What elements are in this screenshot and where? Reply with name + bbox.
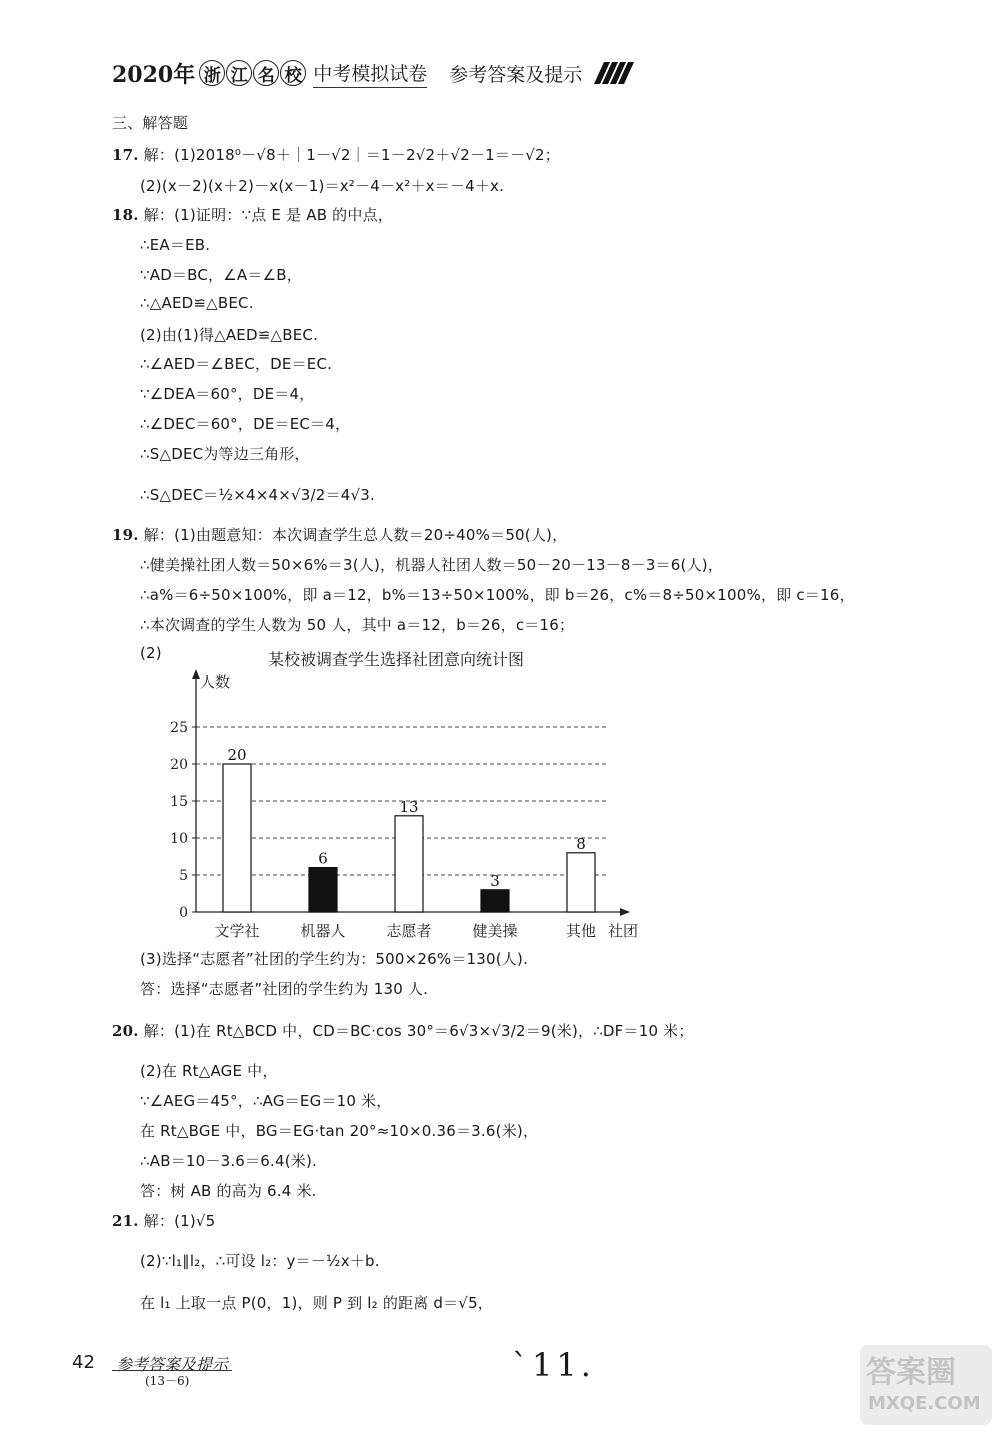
text-line: 答：选择“志愿者”社团的学生约为 130 人. xyxy=(140,980,429,998)
footer-code: (13－6) xyxy=(145,1374,190,1388)
stripes-icon xyxy=(590,62,636,84)
y-tick-label: 0 xyxy=(179,905,188,921)
header-school-badge xyxy=(199,60,307,86)
y-tick-label: 5 xyxy=(179,868,188,884)
text-line: 在 Rt△BGE 中，BG＝EG·tan 20°≈10×0.36＝3.6(米)， xyxy=(140,1122,539,1140)
text-line: ∵∠DEA＝60°，DE＝4， xyxy=(140,385,315,403)
text-line: ∴∠AED＝∠BEC，DE＝EC. xyxy=(140,355,333,373)
text-line: 17. 解：(1)2018⁰－√8＋｜1－√2｜＝1－2√2＋√2－1＝－√2； xyxy=(112,146,560,164)
chart-title: 某校被调查学生选择社团意向统计图 xyxy=(268,650,525,669)
bar xyxy=(223,764,251,912)
header-answers-title: 参考答案及提示 xyxy=(449,63,583,86)
text-line: ∵∠AEG＝45°，∴AG＝EG＝10 米， xyxy=(140,1092,392,1110)
text-line: ∴本次调查的学生人数为 50 人，其中 a＝12，b＝26，c＝16； xyxy=(140,616,575,634)
y-tick-label: 15 xyxy=(170,794,188,810)
header-exam-title: 中考模拟试卷 xyxy=(313,59,427,88)
text-line: ∴AB＝10－3.6＝6.4(米). xyxy=(140,1152,317,1170)
x-tick-label: 文学社 xyxy=(214,922,260,940)
bar-value-label: 8 xyxy=(576,834,586,853)
text-line: 21. 解：(1)√5 xyxy=(112,1212,216,1230)
watermark-logo xyxy=(860,1345,992,1425)
text-line: (2)由(1)得△AED≌△BEC. xyxy=(140,326,319,344)
text-line: (2)∵l₁∥l₂，∴可设 l₂：y＝－½x＋b. xyxy=(140,1252,380,1270)
x-axis-arrow xyxy=(620,908,630,916)
bar xyxy=(481,890,509,912)
text-line: (2)(x－2)(x＋2)－x(x－1)＝x²－4－x²＋x＝－4＋x. xyxy=(140,177,505,195)
bar xyxy=(395,816,423,912)
footer-label: 参考答案及提示 xyxy=(116,1355,229,1374)
header-circle-char: 校 xyxy=(280,60,306,86)
x-tick-label: 志愿者 xyxy=(386,922,432,940)
page-header xyxy=(112,56,636,90)
bar-value-label: 6 xyxy=(318,849,328,868)
x-axis-label: 社团 xyxy=(608,922,639,940)
x-tick-label: 健美操 xyxy=(472,922,518,940)
text-line: ∴EA＝EB. xyxy=(140,236,211,254)
bar-chart-svg xyxy=(160,665,660,945)
header-circle-char: 江 xyxy=(226,60,252,86)
x-tick-label: 其他 xyxy=(565,922,597,940)
section-title: 三、解答题 xyxy=(112,114,189,132)
header-circle-char: 名 xyxy=(253,60,279,86)
text-line: ∴健美操社团人数＝50×6%＝3(人)，机器人社团人数＝50－20－13－8－3＝6(人)， xyxy=(140,556,724,574)
text-line: ∵AD＝BC，∠A＝∠B， xyxy=(140,266,302,284)
header-year: 2020年 xyxy=(112,61,196,88)
y-axis-label: 人数 xyxy=(200,673,231,691)
text-line: 19. 解：(1)由题意知：本次调查学生总人数＝20÷40%＝50(人)， xyxy=(112,526,568,544)
text-line: 在 l₁ 上取一点 P(0，1)，则 P 到 l₂ 的距离 d＝√5， xyxy=(140,1294,494,1312)
footer-underline xyxy=(112,1370,232,1371)
text-line: ∴S△DEC为等边三角形， xyxy=(140,445,310,463)
bar-value-label: 3 xyxy=(490,871,500,890)
bar-value-label: 20 xyxy=(227,746,247,764)
y-tick-label: 10 xyxy=(170,831,188,847)
watermark-text: 答案圈 xyxy=(866,1355,956,1390)
bar xyxy=(309,868,337,912)
bar-value-label: 13 xyxy=(399,797,419,816)
x-tick-label: 机器人 xyxy=(300,922,346,940)
text-line: 20. 解：(1)在 Rt△BCD 中，CD＝BC·cos 30°＝6√3×√3/2＝9(米)，∴DF＝10 米； xyxy=(112,1022,694,1040)
text-line: ∴a%＝6÷50×100%，即 a＝12，b%＝13÷50×100%，即 b＝26，c%＝8÷50×100%，即 c＝16， xyxy=(140,586,855,604)
watermark-url: MXQE.COM xyxy=(868,1393,981,1414)
text-line: (2) xyxy=(140,644,162,662)
bar-chart xyxy=(160,665,660,945)
text-line: 答：树 AB 的高为 6.4 米. xyxy=(140,1182,317,1200)
page-number: 42 xyxy=(72,1352,95,1373)
text-line: (2)在 Rt△AGE 中， xyxy=(140,1062,278,1080)
text-line: ∴△AED≌△BEC. xyxy=(140,294,254,312)
handwritten-mark: `11. xyxy=(512,1346,595,1384)
text-line: 18. 解：(1)证明：∵点 E 是 AB 的中点， xyxy=(112,206,393,224)
header-circle-char: 浙 xyxy=(199,60,225,86)
text-line: ∴∠DEC＝60°，DE＝EC＝4， xyxy=(140,415,351,433)
text-line: (3)选择“志愿者”社团的学生约为：500×26%＝130(人). xyxy=(140,950,529,968)
y-axis-arrow xyxy=(192,669,200,679)
bar xyxy=(567,853,595,912)
y-tick-label: 20 xyxy=(170,757,188,773)
y-tick-label: 25 xyxy=(170,720,188,736)
text-line: ∴S△DEC＝½×4×4×√3/2＝4√3. xyxy=(140,486,375,504)
